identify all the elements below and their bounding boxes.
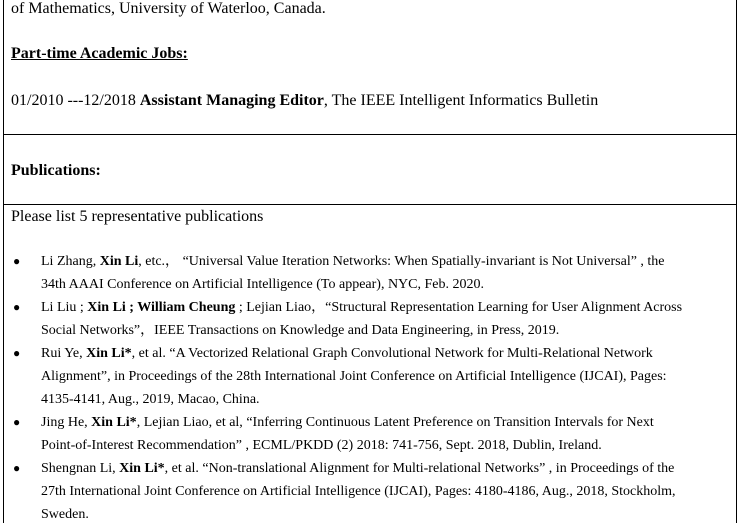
bullet-icon: ● xyxy=(13,461,21,475)
pub-venue: 34th AAAI Conference on Artificial Intelligence (To appear), NYC, Feb. 2020. xyxy=(41,277,485,292)
bullet-icon: ● xyxy=(13,346,21,360)
publications-instruction: Please list 5 representative publications xyxy=(11,208,264,225)
pub-venue: Alignment”, in Proceedings of the 28th International Joint Conference on Artificial Intelligence (IJCAI), Pages: xyxy=(41,369,667,384)
pub-authors-post: ; Lejian Liao， xyxy=(235,300,326,315)
pub-author-bold: Xin Li* xyxy=(119,461,165,476)
job-entry xyxy=(11,92,598,110)
bullet-icon: ● xyxy=(13,300,21,314)
pub-venue-cont: 4135-4141, Aug., 2019, Macao, China. xyxy=(41,392,260,407)
row-divider xyxy=(3,204,737,205)
job-role: Assistant Managing Editor xyxy=(139,92,324,109)
publication-item xyxy=(41,296,731,342)
pub-authors-post: , etc.， xyxy=(138,254,180,269)
pub-title: “Non-translational Alignment for Multi-relational Networks” , in Proceedings of the xyxy=(202,461,675,476)
publication-item xyxy=(41,411,731,457)
bullet-icon: ● xyxy=(13,415,21,429)
row-divider xyxy=(3,134,737,135)
pub-authors-pre: Jing He, xyxy=(41,415,92,430)
pub-authors-pre: Li Liu ; xyxy=(41,300,88,315)
pub-title: “Universal Value Iteration Networks: When Spatially-invariant is Not Universal” , the xyxy=(179,254,665,269)
pub-author-bold: Xin Li* xyxy=(86,346,132,361)
pub-title: “Structural Representation Learning for User Alignment Across xyxy=(325,300,683,315)
pub-authors-pre: Li Zhang, xyxy=(41,254,100,269)
pub-venue: 27th International Joint Conference on Artificial Intelligence (IJCAI), Pages: 4180-4186, Aug., 2018, Stockholm, xyxy=(41,484,676,499)
pub-authors-pre: Shengnan Li, xyxy=(41,461,120,476)
publication-item xyxy=(41,457,731,526)
pub-author-bold: Xin Li ; William Cheung xyxy=(87,300,236,315)
pub-author-bold: Xin Li* xyxy=(91,415,137,430)
jobs-heading: Part-time Academic Jobs: xyxy=(11,45,188,62)
pub-authors-pre: Rui Ye, xyxy=(41,346,87,361)
pub-venue: Point-of-Interest Recommendation” , ECML/PKDD (2) 2018: 741-756, Sept. 2018, Dublin, Ireland. xyxy=(41,438,602,453)
pub-title: “Inferring Continuous Latent Preference on Transition Intervals for Next xyxy=(246,415,654,430)
table-border-right xyxy=(736,0,737,523)
pub-authors-post: , et al. xyxy=(131,346,170,361)
pub-title: “A Vectorized Relational Graph Convolutional Network for Multi-Relational Network xyxy=(169,346,653,361)
intro-line: of Mathematics, University of Waterloo, Canada. xyxy=(11,0,326,17)
pub-author-bold: Xin Li xyxy=(99,254,139,269)
publication-item xyxy=(41,342,731,411)
job-org: , The IEEE Intelligent Informatics Bulletin xyxy=(323,92,599,109)
bullet-icon: ● xyxy=(13,254,21,268)
publication-item xyxy=(41,250,731,296)
pub-authors-post: , et al. xyxy=(164,461,203,476)
job-dates: 01/2010 ---12/2018 xyxy=(11,92,140,109)
pub-authors-post: , Lejian Liao, et al, xyxy=(136,415,247,430)
publications-heading: Publications: xyxy=(11,162,101,179)
table-border-left xyxy=(3,0,4,523)
pub-venue-cont: Sweden. xyxy=(41,507,89,522)
pub-venue: Social Networks”，IEEE Transactions on Knowledge and Data Engineering, in Press, 2019. xyxy=(41,323,560,338)
